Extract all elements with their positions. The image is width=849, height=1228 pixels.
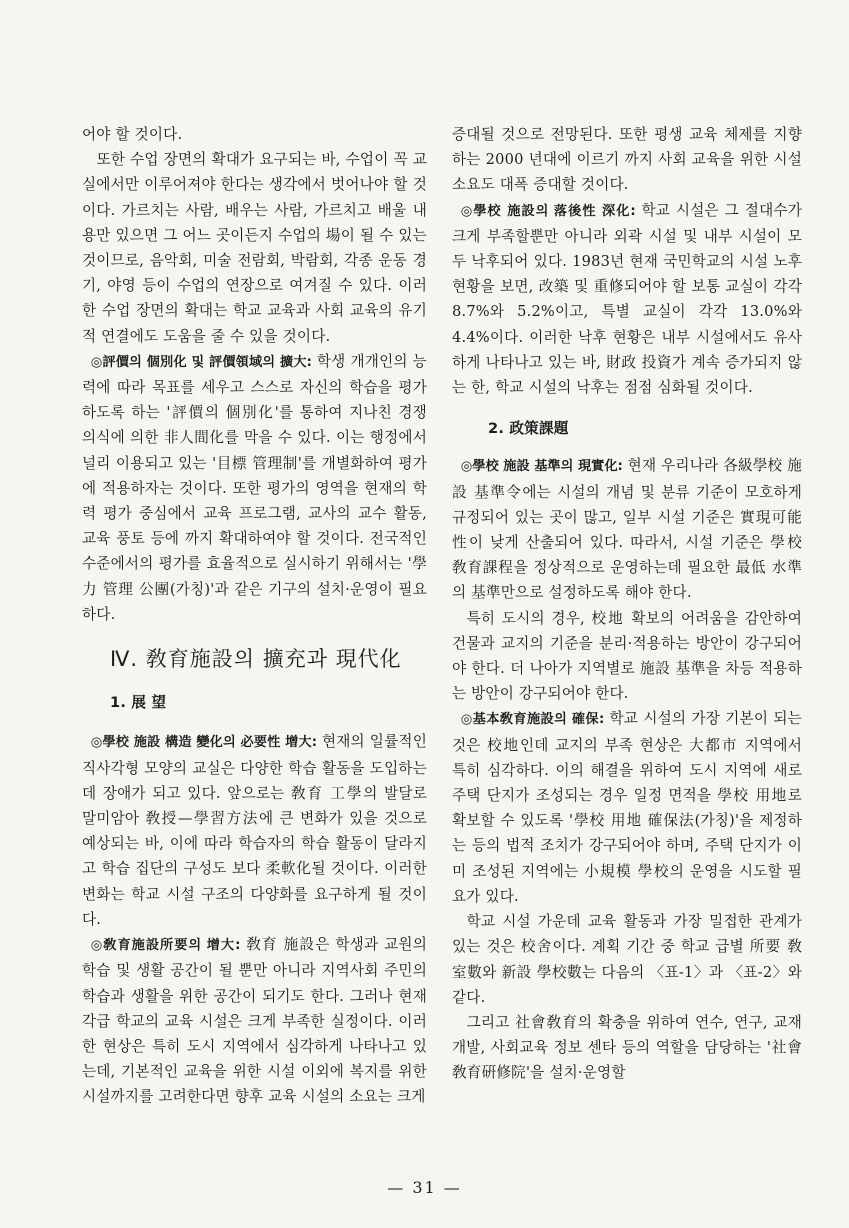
bullet-body: 현재 우리나라 各級學校 施設 基準令에는 시설의 개념 및 분류 기준이 모호하게 규정되어 있는 곳이 많고, 일부 시설 기준은 實現可能性이 낮게 산출되어 있다. 따라서, 시설 기준은 學校 敎育課程을 정상적으로 운영하는데 필요한 最低 水準의 基準만으로 설정하도록 해야 한다. xyxy=(452,457,802,602)
right-column xyxy=(452,122,802,1086)
bullet-body: 학생 개개인의 능력에 따라 목표를 세우고 스스로 자신의 학습을 평가하도록 하는 '評價의 個別化'를 통하여 지나친 경쟁 의식에 의한 非人間化를 막을 수 있다. 이는 행정에서 널리 이용되고 있는 '目標 管理制'를 개별화하여 평가에 적용하자는 것이다. 또한 평가의 영역을 현재의 학력 평가 중심에서 교육 프로그램, 교사의 교수 활동, 교육 풍토 등에 까지 확대하여야 할 것이다. 전국적인 수준에서의 평가를 효율적으로 실시하기 위해서는 '學力 管理 公團(가칭)'과 같은 기구의 설치·운영이 필요하다. xyxy=(82,352,427,623)
bullet-body: 학교 시설의 가장 기본이 되는 것은 校地인데 교지의 부족 현상은 大都市 지역에서 특히 심각하다. 이의 해결을 위하여 도시 지역에 새로 주택 단지가 조성되는 경우 일정 면적을 學校 用地로 확보할 수 있도록 '學校 用地 確保法(가칭)'을 제정하는 등의 법적 조치가 강구되어야 하며, 주택 단지가 이미 조성된 지역에는 小規模 學校의 운영을 시도할 필요가 있다. xyxy=(452,710,802,905)
bullet-body: 현재의 일률적인 직사각형 모양의 교실은 다양한 학습 활동을 도입하는 데 장애가 되고 있다. 앞으로는 敎育 工學의 발달로 말미암아 敎授—學習方法에 큰 변화가 있을 것으로 예상되는 바, 이에 따라 학습자의 학습 활동이 달라지고 학습 집단의 구성도 보다 柔軟化될 것이다. 이러한 변화는 학교 시설 구조의 다양화를 요구하게 될 것이다. xyxy=(82,733,427,928)
bullet-heading: ◎學校 施設 基準의 現實化: xyxy=(460,459,623,475)
paragraph: 증대될 것으로 전망된다. 또한 평생 교육 체제를 지향하는 2000 년대에 이르기 까지 사회 교육을 위한 시설 소요도 대폭 증대할 것이다. xyxy=(452,126,802,194)
bullet-paragraph xyxy=(452,453,802,605)
bullet-paragraph xyxy=(82,729,427,932)
bullet-paragraph xyxy=(82,932,427,1109)
paragraph: 또한 수업 장면의 확대가 요구되는 바, 수업이 꼭 교실에서만 이루어져야 한다는 생각에서 벗어나야 할 것이다. 가르치는 사람, 배우는 사람, 가르치고 배울 내용만 있으면 그 어느 곳이든지 수업의 場이 될 수 있는것이므로, 음악회, 미술 전람회, 박람회, 각종 운동 경기, 야영 등이 수업의 연장으로 여겨질 수 있다. 이러한 수업 장면의 확대는 학교 교육과 사회 교육의 유기적 연결에도 도움을 줄 수 있을 것이다. xyxy=(82,151,427,345)
paragraph: 학교 시설 가운데 교육 활동과 가장 밀접한 관계가 있는 것은 校舍이다. 계획 기간 중 학교 급별 所要 敎室數와 新設 學校數는 다음의 〈표-1〉과 〈표-2〉와 같다. xyxy=(452,913,802,1006)
bullet-paragraph xyxy=(452,706,802,909)
paragraph: 어야 할 것이다. xyxy=(82,126,183,143)
bullet-body: 학교 시설은 그 절대수가 크게 부족할뿐만 아니라 외곽 시설 및 내부 시설이 모두 낙후되어 있다. 1983년 현재 국민학교의 시설 노후 현황을 보면, 改築 및 重修되어야 할 보통 교실이 각각 8.7%와 5.2%이고, 특별 교실이 각각 13.0%와 4.4%이다. 이러한 낙후 현황은 내부 시설에서도 유사하게 나타나고 있는 바, 財政 投資가 계속 증가되지 않는 한, 학교 시설의 낙후는 점점 심화될 것이다. xyxy=(452,201,802,397)
paragraph: 특히 도시의 경우, 校地 확보의 어려움을 감안하여 건물과 교지의 기준을 분리·적용하는 방안이 강구되어야 한다. 더 나아가 지역별로 施設 基準을 차등 적용하는 방안이 강구되어야 한다. xyxy=(452,609,802,703)
bullet-paragraph xyxy=(82,349,427,627)
subsection-title: 1. 展 望 xyxy=(110,694,167,712)
paragraph: 그리고 社會敎育의 확충을 위하여 연수, 연구, 교재 개발, 사회교육 정보 센타 등의 역할을 담당하는 '社會敎育硏修院'을 설치·운영할 xyxy=(452,1013,802,1082)
bullet-heading: ◎評價의 個別化 및 評價領域의 擴大: xyxy=(90,354,312,370)
left-column xyxy=(82,122,427,1110)
section-title: Ⅳ. 敎育施設의 擴充과 現代化 xyxy=(110,647,402,672)
bullet-heading: ◎基本敎育施設의 確保: xyxy=(460,712,605,728)
subsection-title: 2. 政策課題 xyxy=(488,420,569,438)
page-number: — 31 — xyxy=(387,1178,462,1197)
bullet-paragraph xyxy=(452,198,802,401)
bullet-heading: ◎學校 施設 構造 變化의 必要性 增大: xyxy=(90,735,317,751)
bullet-body: 敎育 施設은 학생과 교원의 학습 및 생활 공간이 될 뿐만 아니라 지역사회 주민의 학습과 생활을 위한 공간이 되기도 한다. 그러나 현재 각급 학교의 교육 시설은 크게 부족한 실정이다. 이러한 현상은 특히 도시 지역에서 심각하게 나타나고 있는데, 기본적인 교육을 위한 시설 이외에 복지를 위한 시설까지를 고려한다면 향후 교육 시설의 소요는 크게 xyxy=(82,936,427,1106)
bullet-heading: ◎敎育施設所要의 增大: xyxy=(90,938,241,954)
bullet-heading: ◎學校 施設의 落後性 深化: xyxy=(460,203,636,219)
